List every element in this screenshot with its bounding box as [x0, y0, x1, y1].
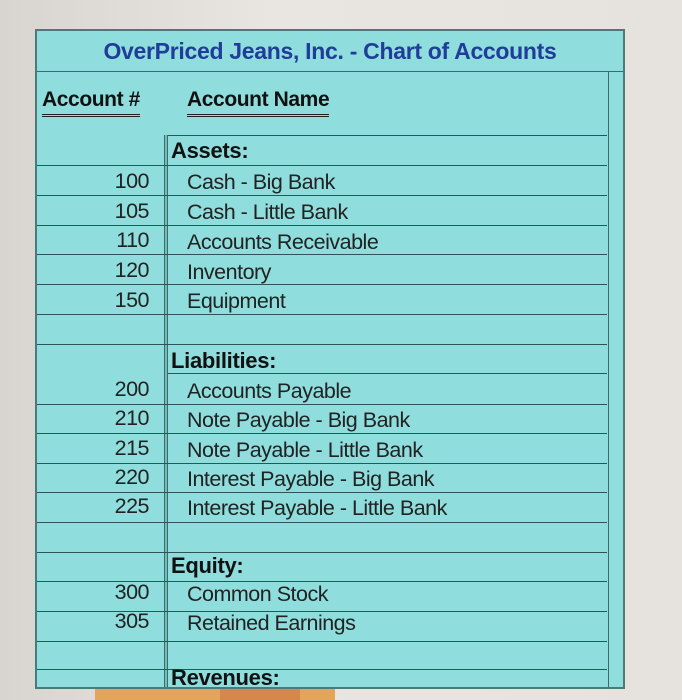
grid-line — [37, 165, 607, 166]
grid-line — [37, 404, 607, 405]
account-name: Interest Payable - Big Bank — [187, 467, 435, 491]
account-name: Accounts Receivable — [187, 230, 379, 254]
grid-line — [37, 433, 607, 434]
section-equity: Equity: — [171, 553, 244, 578]
account-name: Common Stock — [187, 582, 328, 606]
account-number: 210 — [114, 406, 149, 430]
account-name: Note Payable - Little Bank — [187, 438, 423, 462]
account-number: 100 — [114, 169, 149, 193]
account-number-header: Account # — [42, 88, 140, 117]
section-assets: Assets: — [171, 138, 249, 163]
grid-line — [37, 225, 607, 226]
account-number: 105 — [114, 199, 149, 223]
account-name: Interest Payable - Little Bank — [187, 496, 447, 520]
account-name-header: Account Name — [187, 88, 329, 117]
grid-line — [37, 314, 607, 315]
account-number: 200 — [114, 377, 149, 401]
grid-line — [168, 135, 607, 136]
sheet-tab — [220, 689, 300, 700]
account-number: 215 — [114, 436, 149, 460]
grid-line — [37, 344, 607, 345]
sheet-title: OverPriced Jeans, Inc. - Chart of Accounts — [37, 31, 623, 72]
account-name: Inventory — [187, 260, 271, 284]
column-divider — [164, 135, 168, 687]
account-number: 220 — [114, 465, 149, 489]
account-number: 150 — [114, 288, 149, 312]
grid-line — [37, 492, 607, 493]
account-number: 110 — [116, 228, 149, 252]
account-name: Retained Earnings — [187, 611, 356, 635]
account-name: Note Payable - Big Bank — [187, 408, 410, 432]
section-revenues: Revenues: — [171, 665, 280, 689]
account-number: 300 — [114, 580, 149, 604]
grid-line — [37, 552, 607, 553]
grid-line — [37, 669, 607, 670]
grid-line — [37, 463, 607, 464]
account-number: 120 — [114, 258, 149, 282]
grid-line — [37, 284, 607, 285]
account-number: 225 — [114, 494, 149, 518]
right-border — [608, 71, 609, 687]
section-liabilities: Liabilities: — [171, 348, 277, 373]
grid-line — [37, 195, 607, 196]
chart-of-accounts-sheet — [35, 29, 625, 689]
account-name: Accounts Payable — [187, 379, 352, 403]
account-name: Cash - Little Bank — [187, 200, 348, 224]
grid-line — [37, 641, 607, 642]
account-name: Cash - Big Bank — [187, 170, 335, 194]
account-name: Equipment — [187, 289, 286, 313]
account-number: 305 — [114, 609, 149, 633]
grid-line — [37, 522, 607, 523]
